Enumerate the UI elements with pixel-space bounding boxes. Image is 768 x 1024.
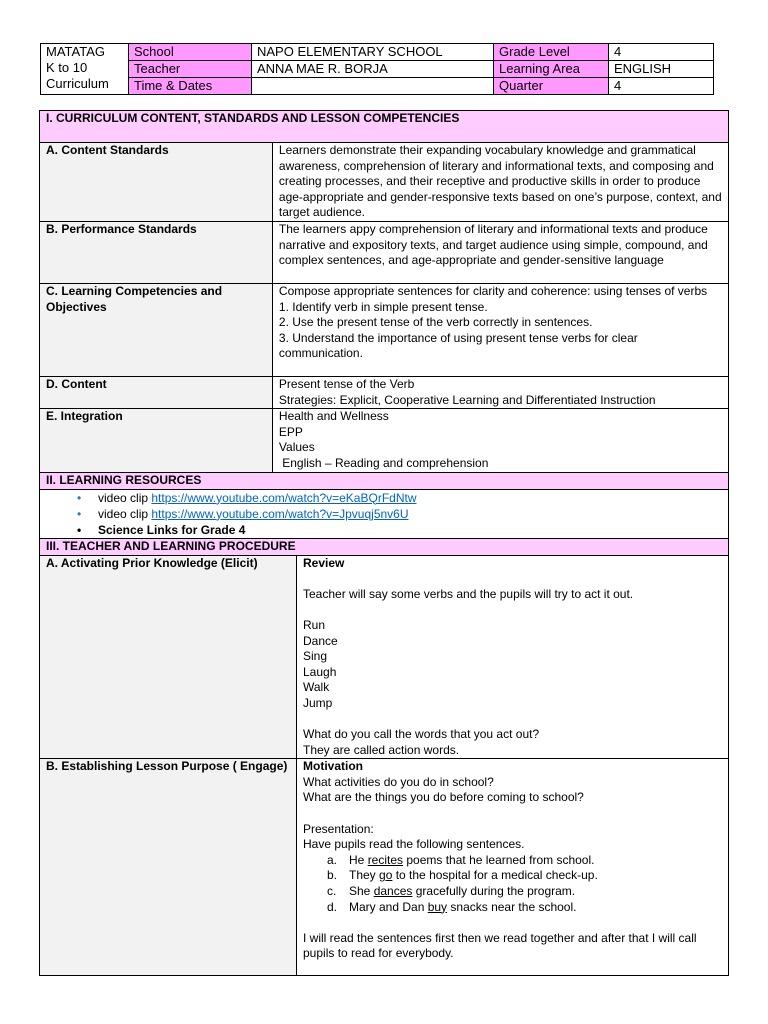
- review-answer: They are called action words.: [303, 742, 460, 757]
- verb-item: Dance: [303, 633, 338, 648]
- sentence-marker: d.: [327, 899, 338, 914]
- sentence-verb: go: [379, 868, 393, 883]
- review-question: What do you call the words that you act out?: [303, 727, 540, 742]
- motivation-question: What activities do you do in school?: [303, 774, 494, 789]
- elicit-label: A. Activating Prior Knowledge (Elicit): [40, 555, 297, 759]
- integration-line: Values: [278, 440, 315, 455]
- quarter-label: Quarter: [494, 78, 609, 95]
- sentence-marker: c.: [327, 884, 337, 898]
- science-links: Science Links for Grade 4: [98, 522, 246, 537]
- sentence-pre: She: [349, 884, 374, 898]
- content-label: D. Content: [40, 376, 273, 408]
- verb-item: Sing: [303, 649, 328, 664]
- integration-text: [272, 409, 728, 472]
- content-standards-label: A. Content Standards: [40, 143, 273, 222]
- resources-list: [46, 490, 722, 538]
- verb-item: Laugh: [303, 664, 337, 679]
- sentence-verb: recites: [367, 852, 404, 867]
- content-standards-text: Learners demonstrate their expanding vocabulary knowledge and grammatical awareness, comprehension of literary and informational texts, and composing and creating processes, and their receptive and productive skills in order to produce age-appropriate and gender-responsive texts based on one’s purpose, context, and target audience.: [272, 143, 728, 222]
- list-item: [98, 522, 722, 538]
- clip-label: video clip: [98, 490, 152, 505]
- grade-label: Grade Level: [494, 44, 609, 61]
- content-line: Strategies: Explicit, Cooperative Learning and Differentiated Instruction: [278, 392, 656, 407]
- sentence-list: [303, 853, 722, 915]
- sentence-verb: buy: [427, 899, 448, 914]
- competency-line: 2. Use the present tense of the verb correctly in sentences.: [278, 315, 593, 330]
- sentence-verb: dances: [373, 884, 413, 898]
- quarter-value: 4: [609, 78, 714, 95]
- video-link-2[interactable]: https://www.youtube.com/watch?v=Jpvuqj5nv6U: [151, 506, 409, 521]
- review-intro: Teacher will say some verbs and the pupils will try to act it out.: [303, 586, 634, 601]
- time-label: Time & Dates: [129, 78, 252, 95]
- curriculum-line: MATATAG: [46, 44, 105, 59]
- resources-cell: [40, 489, 729, 538]
- curriculum-line: Curriculum: [46, 76, 109, 91]
- content-line: Present tense of the Verb: [278, 376, 415, 391]
- closing-instruction: I will read the sentences first then we read together and after that I will call pupils to read for everybody.: [303, 930, 697, 961]
- sentence-post: snacks near the school.: [447, 899, 577, 914]
- list-item: [327, 884, 722, 900]
- sentence-post: to the hospital for a medical check-up.: [392, 868, 598, 883]
- header-table: [40, 43, 714, 95]
- presentation-heading: Presentation:: [303, 821, 374, 836]
- list-item: [327, 899, 722, 916]
- verb-item: Jump: [303, 695, 333, 710]
- performance-standards-text: The learners appy comprehension of literary and informational texts and produce narrative and expository texts, and target audience using simple, compound, and complex sentences, and age-appropriate and gender-sensitive language: [272, 221, 728, 283]
- integration-line: Health and Wellness: [278, 409, 389, 424]
- sentence-post: gracefully during the program.: [412, 884, 576, 898]
- engage-content: [297, 759, 729, 976]
- integration-label: E. Integration: [40, 409, 273, 472]
- review-heading: Review: [303, 555, 345, 570]
- motivation-question: What are the things you do before coming to school?: [303, 790, 584, 805]
- clip-label: video clip: [98, 506, 152, 521]
- area-label: Learning Area: [494, 61, 609, 78]
- school-label: School: [129, 44, 252, 61]
- performance-standards-label: B. Performance Standards: [40, 221, 273, 283]
- curriculum-line: K to 10: [46, 60, 88, 75]
- content-text: [272, 376, 728, 408]
- section-1-title: I. CURRICULUM CONTENT, STANDARDS AND LESSON COMPETENCIES: [40, 111, 729, 143]
- competency-line: 1. Identify verb in simple present tense.: [278, 299, 488, 314]
- competencies-text: [272, 283, 728, 376]
- list-item: [98, 490, 722, 506]
- lesson-plan-table: [39, 110, 729, 976]
- presentation-instruction: Have pupils read the following sentences.: [303, 837, 525, 852]
- section-2-title: II. LEARNING RESOURCES: [40, 472, 729, 489]
- motivation-heading: Motivation: [303, 759, 363, 774]
- area-value: ENGLISH: [609, 61, 714, 78]
- section-3-title: III. TEACHER AND LEARNING PROCEDURE: [40, 538, 729, 555]
- elicit-content: [297, 555, 729, 759]
- competency-line: 3. Understand the importance of using present tense verbs for clear communication.: [278, 330, 638, 361]
- school-value: NAPO ELEMENTARY SCHOOL: [252, 44, 494, 61]
- verb-item: Walk: [303, 680, 330, 695]
- list-item: [98, 506, 722, 522]
- teacher-value: ANNA MAE R. BORJA: [252, 61, 494, 78]
- teacher-label: Teacher: [129, 61, 252, 78]
- verb-item: Run: [303, 617, 326, 632]
- competency-line: Compose appropriate sentences for clarity and coherence: using tenses of verbs: [278, 283, 708, 298]
- curriculum-cell: [41, 44, 129, 95]
- competencies-label: C. Learning Competencies and Objectives: [40, 283, 273, 376]
- sentence-marker: a.: [327, 852, 338, 867]
- integration-line: English – Reading and comprehension: [278, 455, 489, 470]
- sentence-post: poems that he learned from school.: [403, 852, 595, 867]
- video-link-1[interactable]: https://www.youtube.com/watch?v=eKaBQrFdNtw: [151, 490, 417, 505]
- engage-label: B. Establishing Lesson Purpose ( Engage): [40, 759, 297, 976]
- sentence-pre: He: [349, 852, 368, 867]
- sentence-pre: Mary and Dan: [349, 899, 428, 914]
- time-value: [252, 78, 494, 95]
- integration-line: EPP: [278, 424, 303, 439]
- list-item: [327, 868, 722, 884]
- grade-value: 4: [609, 44, 714, 61]
- list-item: [327, 852, 722, 869]
- sentence-pre: They: [349, 868, 380, 883]
- sentence-marker: b.: [327, 868, 338, 883]
